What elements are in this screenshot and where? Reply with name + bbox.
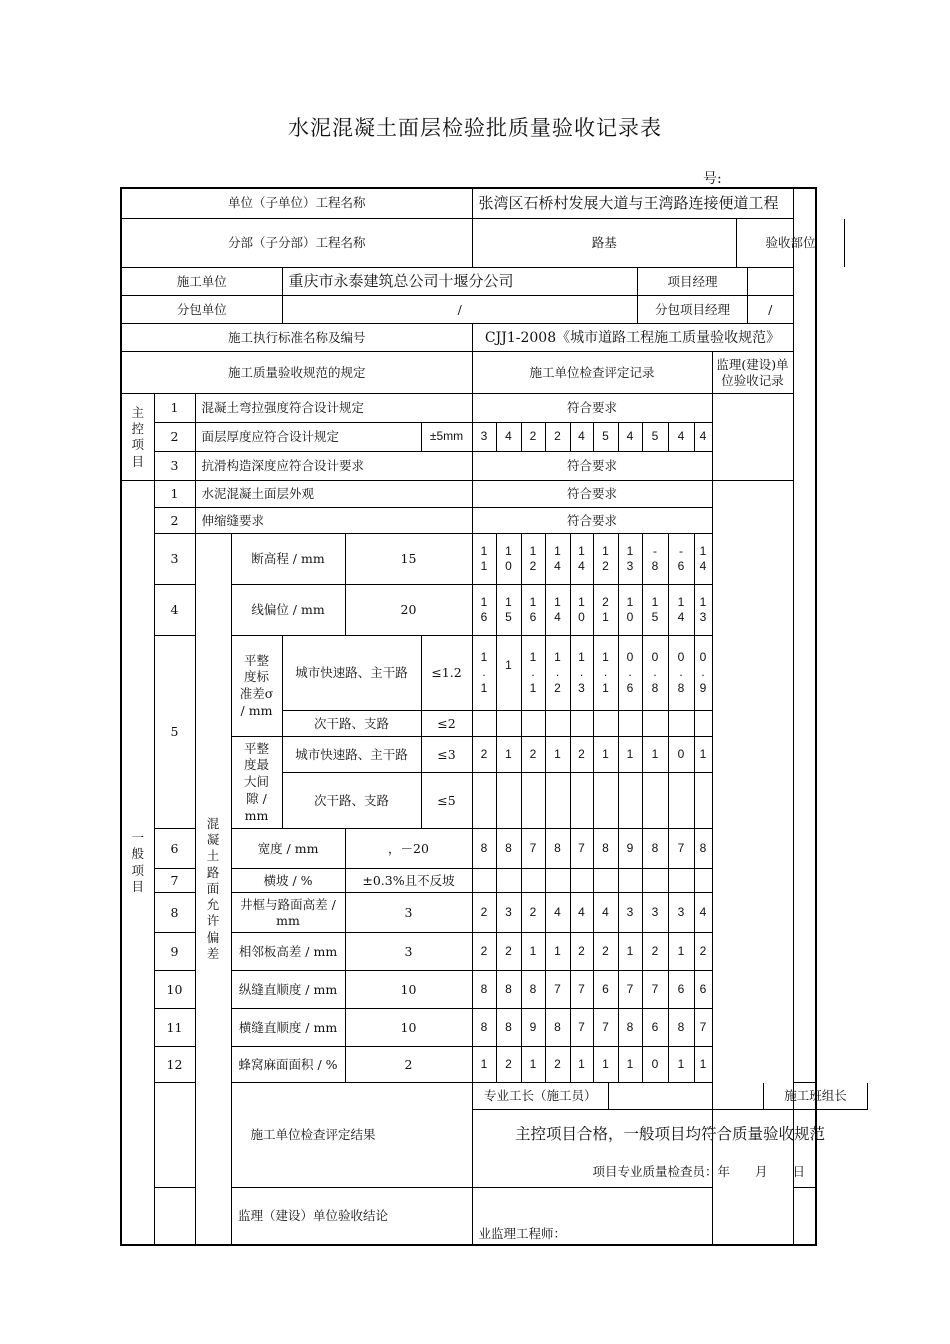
measure: 4 <box>618 423 642 452</box>
measure: 8 <box>472 829 496 869</box>
part-location-label: 验收部位 <box>737 219 845 268</box>
general-items-label: 一般项目 <box>121 481 154 1245</box>
builder-label: 施工单位 <box>121 268 282 296</box>
evaluation-conclusion: 主控项目合格，一般项目均符合质量验收规范 <box>514 1125 825 1144</box>
measure: 3 <box>496 893 521 933</box>
general-11-item: 横缝直顺度 / mm <box>231 1009 345 1047</box>
measure: 1 0 <box>618 585 642 636</box>
general-7-tolerance: ±0.3%且不反坡 <box>345 869 472 893</box>
general-10-item: 纵缝直顺度 / mm <box>231 971 345 1009</box>
measure: 0 . 8 <box>668 636 694 711</box>
measure: 8 <box>618 1009 642 1047</box>
flatness-std-road-1: 城市快速路、主干路 <box>282 636 421 711</box>
document-number: 号: <box>703 168 804 188</box>
general-5-no: 5 <box>154 636 195 829</box>
measure: 1 2 <box>593 534 618 585</box>
measure: - 8 <box>642 534 668 585</box>
general-11-tolerance: 10 <box>345 1009 472 1047</box>
foreman-label: 专业工长（施工员） <box>473 1083 609 1109</box>
measure: 7 <box>570 971 593 1009</box>
measure: 7 <box>618 971 642 1009</box>
flatness-std-road-2: 次干路、支路 <box>282 711 421 737</box>
measure: 0 . 8 <box>642 636 668 711</box>
measure: 1 6 <box>472 585 496 636</box>
general-12-tolerance: 2 <box>345 1047 472 1083</box>
measure: 1 <box>694 1047 712 1083</box>
general-11-no: 11 <box>154 1009 195 1047</box>
measure: 4 <box>496 423 521 452</box>
measure: 3 <box>642 893 668 933</box>
measure: 1 <box>472 1047 496 1083</box>
measure: 8 <box>472 1009 496 1047</box>
measure: 1 . 2 <box>545 636 570 711</box>
measure: 1 3 <box>694 585 712 636</box>
general-4-no: 4 <box>154 585 195 636</box>
general-8-item: 井框与路面高差 / mm <box>231 893 345 933</box>
general-9-item: 相邻板高差 / mm <box>231 933 345 971</box>
main-3-no: 3 <box>154 452 195 481</box>
general-1-result: 符合要求 <box>472 481 712 508</box>
general-4-tolerance: 20 <box>345 585 472 636</box>
measure: 1 . 1 <box>472 636 496 711</box>
unit-label: 单位（子单位）工程名称 <box>121 188 472 218</box>
general-1-no: 1 <box>154 481 195 508</box>
general-9-no: 9 <box>154 933 195 971</box>
supervisor-conclusion-label: 监理（建设）单位验收结论 <box>154 1188 472 1245</box>
builder-value: 重庆市永泰建筑总公司十堰分公司 <box>283 268 638 295</box>
general-12-no: 12 <box>154 1047 195 1083</box>
measure: 1 <box>593 1047 618 1083</box>
measure: 6 <box>593 971 618 1009</box>
page-title: 水泥混凝土面层检验批质量验收记录表 <box>288 116 662 140</box>
measure: 2 <box>593 933 618 971</box>
general-6-tolerance: ，－20 <box>345 829 472 869</box>
general-1-item: 水泥混凝土面层外观 <box>195 481 472 508</box>
subcontractor-label: 分包单位 <box>121 296 282 324</box>
standard-label: 施工执行标准名称及编号 <box>121 324 472 352</box>
measure: 1 5 <box>642 585 668 636</box>
measure: 0 <box>642 1047 668 1083</box>
measure: 1 0 <box>496 534 521 585</box>
main-1-result: 符合要求 <box>472 394 712 423</box>
measure: 2 <box>570 933 593 971</box>
pm-label: 项目经理 <box>638 268 748 295</box>
measure: 4 <box>545 893 570 933</box>
spec-column-header: 施工质量验收规范的规定 <box>121 352 472 394</box>
general-7-item: 横坡 / % <box>231 869 345 893</box>
measure: 1 <box>593 737 618 773</box>
measure: 1 <box>545 933 570 971</box>
measure: 2 <box>570 737 593 773</box>
main-2-item: 面层厚度应符合设计规定 <box>195 423 421 452</box>
main-3-result: 符合要求 <box>472 452 712 481</box>
measure: 1 <box>618 737 642 773</box>
measure: 8 <box>545 829 570 869</box>
flatness-gap-label: 平整度最大间隙 / mm <box>231 737 282 829</box>
measure: 8 <box>521 971 545 1009</box>
measure: 8 <box>694 829 712 869</box>
main-2-tolerance: ±5mm <box>421 423 472 452</box>
measure: 1 <box>668 1047 694 1083</box>
general-3-tolerance: 15 <box>345 534 472 585</box>
measure: 2 <box>521 423 545 452</box>
measure: 5 <box>642 423 668 452</box>
general-3-no: 3 <box>154 534 195 585</box>
measure: 4 <box>593 893 618 933</box>
general-6-no: 6 <box>154 829 195 869</box>
subcontractor-value: / <box>283 296 638 323</box>
main-3-item: 抗滑构造深度应符合设计要求 <box>195 452 472 481</box>
measure: 0 . 9 <box>694 636 712 711</box>
measure: 7 <box>668 829 694 869</box>
main-supervise-cell[interactable] <box>712 394 793 481</box>
measure: 1 1 <box>472 534 496 585</box>
measure: 2 1 <box>593 585 618 636</box>
measure: 1 <box>694 737 712 773</box>
general-6-item: 宽度 / mm <box>231 829 345 869</box>
measure: 1 4 <box>545 585 570 636</box>
measure: 8 <box>496 1009 521 1047</box>
check-column-header: 施工单位检查评定记录 <box>472 352 712 394</box>
quality-inspector-line: 项目专业质量检查员：年 月 日 <box>592 1164 806 1180</box>
main-1-no: 1 <box>154 394 195 423</box>
measure: 8 <box>496 971 521 1009</box>
measure: 1 4 <box>694 534 712 585</box>
general-10-tolerance: 10 <box>345 971 472 1009</box>
deviation-group-label: 混凝土路面允许偏差 <box>195 534 231 1245</box>
measure: 3 <box>618 893 642 933</box>
measure: 4 <box>694 423 712 452</box>
evaluation-label: 施工单位检查评定结果 <box>154 1083 472 1188</box>
measure: 6 <box>668 971 694 1009</box>
measure: 2 <box>521 893 545 933</box>
measure: 4 <box>694 893 712 933</box>
inspection-record-table <box>120 187 847 1246</box>
general-8-tolerance: 3 <box>345 893 472 933</box>
measure: 7 <box>570 829 593 869</box>
measure: 2 <box>496 1047 521 1083</box>
unit-value: 张湾区石桥村发展大道与王湾路连接便道工程 <box>472 188 793 218</box>
measure: 0 . 6 <box>618 636 642 711</box>
measure: 2 <box>694 933 712 971</box>
measure: 1 5 <box>496 585 521 636</box>
measure: 1 6 <box>521 585 545 636</box>
supervisor-engineer-line[interactable]: 业监理工程师： <box>472 1188 816 1245</box>
general-3-item: 断高程 / mm <box>231 534 345 585</box>
measure: 2 <box>521 737 545 773</box>
document-number-blank[interactable] <box>722 173 804 188</box>
measure: 1 <box>668 933 694 971</box>
measure: 1 <box>570 1047 593 1083</box>
measure: 2 <box>472 737 496 773</box>
main-1-item: 混凝土弯拉强度符合设计规定 <box>195 394 472 423</box>
team-leader-label: 施工班组长 <box>764 1083 868 1109</box>
measure: 1 4 <box>570 534 593 585</box>
measure: 1 . 1 <box>521 636 545 711</box>
measure: 4 <box>570 893 593 933</box>
measure: 1 4 <box>668 585 694 636</box>
main-2-no: 2 <box>154 423 195 452</box>
measure: 5 <box>593 423 618 452</box>
measure: 7 <box>521 829 545 869</box>
measure: 7 <box>570 1009 593 1047</box>
standard-value: CJJ1-2008《城市道路工程施工质量验收规范》 <box>472 324 793 352</box>
measure: 9 <box>618 829 642 869</box>
measure: 2 <box>496 933 521 971</box>
general-8-no: 8 <box>154 893 195 933</box>
measure: 1 0 <box>570 585 593 636</box>
measure: 7 <box>642 971 668 1009</box>
measure: 1 <box>521 1047 545 1083</box>
general-10-no: 10 <box>154 971 195 1009</box>
measure: 1 <box>618 1047 642 1083</box>
measure: 2 <box>545 423 570 452</box>
general-7-no: 7 <box>154 869 195 893</box>
measure: 7 <box>545 971 570 1009</box>
measure: 7 <box>694 1009 712 1047</box>
measure: 1 <box>642 737 668 773</box>
measure: 1 <box>496 636 521 711</box>
measure: 1 <box>618 933 642 971</box>
measure: 1 2 <box>521 534 545 585</box>
general-12-item: 蜂窝麻面面积 / % <box>231 1047 345 1083</box>
measure: 2 <box>545 1047 570 1083</box>
measure: 1 <box>521 933 545 971</box>
measure: 7 <box>593 1009 618 1047</box>
measure: 1 <box>496 737 521 773</box>
flatness-std-label: 平整度标准差σ / mm <box>231 636 282 737</box>
sub-pm-value: / <box>768 301 773 317</box>
general-4-item: 线偏位 / mm <box>231 585 345 636</box>
measure: - 6 <box>668 534 694 585</box>
flatness-gap-tol-1: ≤3 <box>421 737 472 773</box>
measure: 8 <box>593 829 618 869</box>
measure: 6 <box>694 971 712 1009</box>
flatness-std-tol-1: ≤1.2 <box>421 636 472 711</box>
measure: 4 <box>570 423 593 452</box>
general-2-item: 伸缩缝要求 <box>195 508 472 534</box>
flatness-gap-road-1: 城市快速路、主干路 <box>282 737 421 773</box>
measure: 1 4 <box>545 534 570 585</box>
measure: 1 . 1 <box>593 636 618 711</box>
part-label: 分部（子分部）工程名称 <box>121 218 472 268</box>
part-value: 路基 <box>473 219 737 268</box>
measure: 9 <box>521 1009 545 1047</box>
sub-pm-label: 分包项目经理 <box>638 296 748 323</box>
measure: 1 <box>545 737 570 773</box>
measure: 3 <box>668 893 694 933</box>
measure: 8 <box>545 1009 570 1047</box>
measure: 4 <box>668 423 694 452</box>
measure: 8 <box>668 1009 694 1047</box>
measure: 8 <box>496 829 521 869</box>
measure: 2 <box>642 933 668 971</box>
foreman-signature[interactable] <box>609 1083 764 1109</box>
main-items-label: 主控项目 <box>121 394 154 481</box>
measure: 8 <box>472 971 496 1009</box>
flatness-gap-road-2: 次干路、支路 <box>282 773 421 829</box>
general-2-result: 符合要求 <box>472 508 712 534</box>
measure: 1 3 <box>618 534 642 585</box>
flatness-gap-tol-2: ≤5 <box>421 773 472 829</box>
measure: 0 <box>668 737 694 773</box>
measure: 6 <box>642 1009 668 1047</box>
general-2-no: 2 <box>154 508 195 534</box>
flatness-std-tol-2: ≤2 <box>421 711 472 737</box>
measure: 3 <box>472 423 496 452</box>
supervise-column-header: 监理(建设)单位验收记录 <box>712 352 793 394</box>
measure: 1 . 3 <box>570 636 593 711</box>
measure: 8 <box>642 829 668 869</box>
measure: 2 <box>472 893 496 933</box>
general-9-tolerance: 3 <box>345 933 472 971</box>
pm-value[interactable] <box>748 268 793 295</box>
measure: 2 <box>472 933 496 971</box>
